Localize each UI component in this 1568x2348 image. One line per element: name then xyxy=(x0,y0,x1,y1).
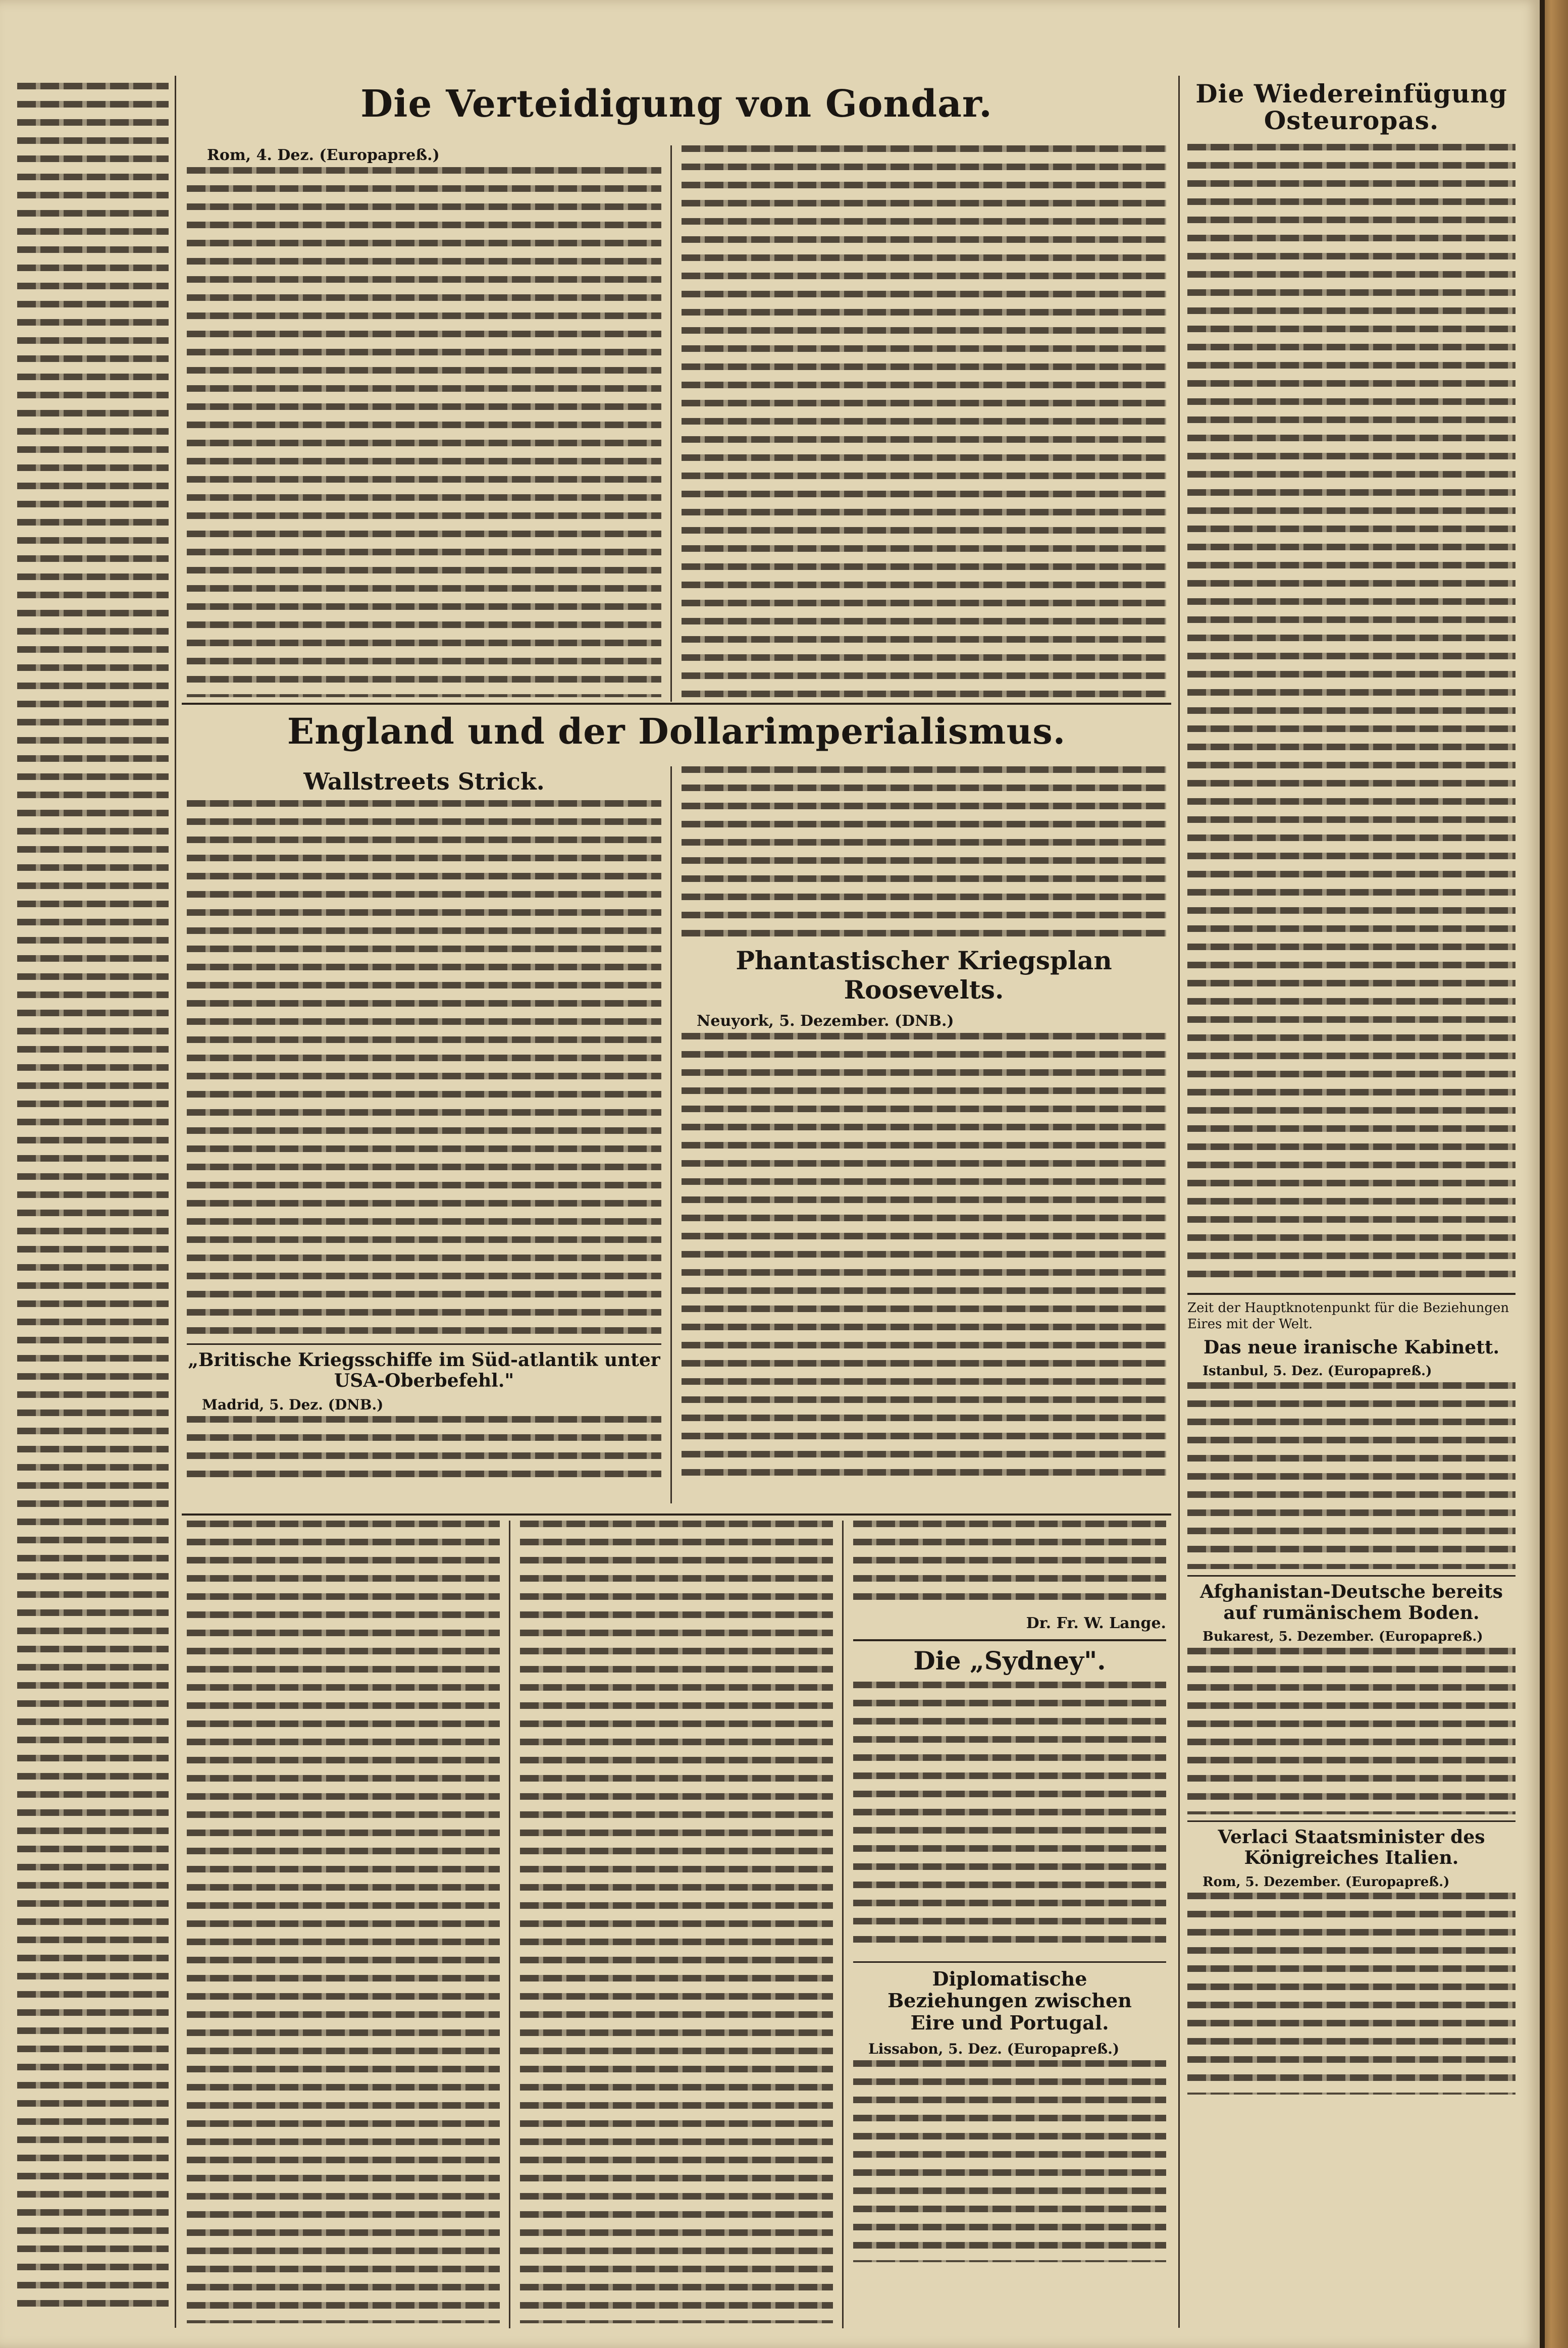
gondar-continuation xyxy=(187,1521,1166,2328)
column-rule xyxy=(670,145,672,702)
afghanistan-headline: Afghanistan-Deutsche bereits auf rumänischem Boden. xyxy=(1200,1581,1503,1624)
afghanistan-dateline: Bukarest, 5. Dezember. (Europapreß.) xyxy=(1203,1629,1483,1644)
iran-text xyxy=(1187,1382,1515,1569)
section-rule xyxy=(1187,1820,1515,1822)
roosevelt-headline: Phantastischer Kriegsplan Roosevelts. xyxy=(736,946,1112,1005)
column-rule xyxy=(1178,76,1180,2328)
section-rule xyxy=(182,1514,1171,1516)
section-rule xyxy=(853,1639,1166,1641)
roosevelt-dateline: Neuyork, 5. Dezember. (DNB.) xyxy=(697,1012,954,1030)
column-rule xyxy=(175,76,176,2328)
sydney-text xyxy=(853,1682,1166,1954)
gondar-continuation-text-left xyxy=(187,1521,500,2323)
gondar-dateline: Rom, 4. Dez. (Europapreß.) xyxy=(207,146,440,164)
osteuropa-headline-line1: Die Wiedereinfügung xyxy=(1195,79,1507,109)
roosevelt-text xyxy=(682,1033,1166,1477)
article-gondar xyxy=(182,76,1171,164)
osteuropa-tail: Zeit der Hauptknotenpunkt für die Beziehungen Eires mit der Welt. xyxy=(1187,1300,1509,1332)
iran-headline: Das neue iranische Kabinett. xyxy=(1204,1337,1499,1358)
section-rule xyxy=(853,1961,1166,1963)
gondar-text-right xyxy=(682,145,1166,701)
iran-dateline: Istanbul, 5. Dez. (Europapreß.) xyxy=(1203,1364,1432,1379)
bound-volume-edge xyxy=(1540,0,1568,2348)
afghanistan-text xyxy=(1187,1648,1515,1814)
england-text-left xyxy=(187,800,661,1335)
article-continuation-column xyxy=(17,83,169,2328)
continuation-text-block xyxy=(17,83,169,2314)
eire-dateline: Lissabon, 5. Dez. (Europapreß.) xyxy=(868,2040,1120,2057)
england-box xyxy=(187,1343,661,1487)
section-rule xyxy=(1187,1293,1515,1295)
verlaci-headline: Verlaci Staatsminister des Königreiches Italien. xyxy=(1218,1826,1485,1869)
gondar-text-left xyxy=(187,167,661,697)
gondar-continuation-text-right xyxy=(520,1521,833,2323)
verlaci-text xyxy=(1187,1893,1515,2095)
right-column xyxy=(1187,76,1515,2328)
eire-headline: Diplomatische Beziehungen zwischen Eire und Portugal. xyxy=(887,1967,1132,2034)
gondar-body xyxy=(187,145,1166,702)
column-rule xyxy=(842,1521,844,2328)
eire-text xyxy=(853,2060,1166,2262)
england-text-right xyxy=(682,766,1166,938)
section-rule xyxy=(1187,1575,1515,1577)
osteuropa-text xyxy=(1187,144,1515,1285)
gondar-headline: Die Verteidigung von Gondar. xyxy=(360,82,992,126)
gondar-author: Dr. Fr. W. Lange. xyxy=(1026,1614,1166,1632)
osteuropa-headline-line2: Osteuropas. xyxy=(1264,105,1439,135)
article-england xyxy=(182,706,1171,1413)
column-rule xyxy=(670,766,672,1503)
england-box-text xyxy=(187,1416,661,1487)
sydney-headline: Die „Sydney". xyxy=(913,1646,1106,1676)
column-rule xyxy=(509,1521,510,2328)
england-subhead: Wallstreets Strick. xyxy=(303,768,545,795)
verlaci-dateline: Rom, 5. Dezember. (Europapreß.) xyxy=(1203,1874,1450,1890)
gondar-conclusion-text xyxy=(853,1521,1166,1611)
england-box-dateline: Madrid, 5. Dez. (DNB.) xyxy=(202,1396,384,1413)
england-headline: England und der Dollarimperialismus. xyxy=(287,710,1066,752)
england-box-headline: „Britische Kriegsschiffe im Süd-atlantik unter USA-Oberbefehl." xyxy=(188,1349,660,1392)
section-rule xyxy=(182,703,1171,705)
